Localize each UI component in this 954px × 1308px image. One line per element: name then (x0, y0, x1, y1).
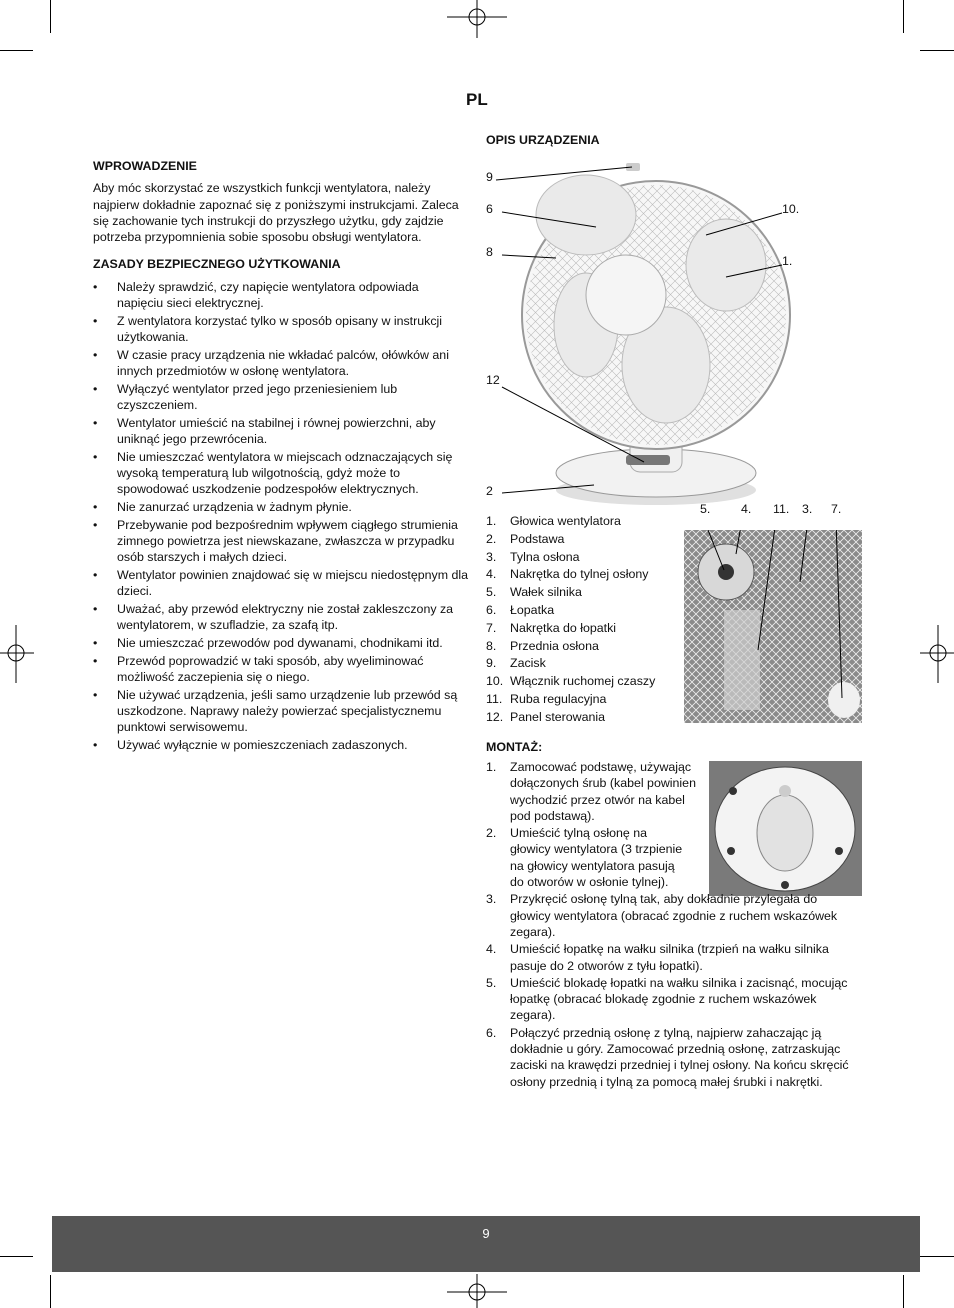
callout-label: 7. (831, 502, 842, 516)
list-item: 3. Przykręcić osłonę tylną tak, aby dokładnie przylegała do głowicy wentylatora (obracać zgodnie z ruchem wskazówek zegara). (486, 892, 838, 939)
crop-mark (0, 50, 33, 51)
parts-list (486, 513, 686, 727)
safety-item: • Nie używać urządzenia, jeśli samo urządzenie lub przewód są uszkodzone. Naprawy należy powierzać specjalistycznemu punktowi serwisowemu. (93, 687, 468, 736)
safety-item: • Nie umieszczać przewodów pod dywanami, chodnikami itd. (93, 635, 468, 651)
safety-item: • Przebywanie pod bezpośrednim wpływem ciągłego strumienia zimnego powietrza jest niewskazane, zwłaszcza w przypadku osób starszych i małych dzieci. (93, 517, 468, 566)
callout-label: 11. (773, 502, 790, 516)
crop-mark (50, 1275, 51, 1308)
registration-mark-top (447, 0, 507, 40)
safety-item: • Przewód poprowadzić w taki sposób, aby wyeliminować możliwość zaczepienia się o niego. (93, 653, 468, 686)
description-heading: OPIS URZĄDZENIA (486, 133, 600, 147)
safety-item: • Nie umieszczać wentylatora w miejscach odznaczających się wysoką temperaturą lub wilgotnością, gdyż może to spowodować uszkodzenie podzespołów elektrycznych. (93, 449, 468, 498)
list-item: 6. Połączyć przednią osłonę z tylną, najpierw zahaczając ją dokładnie u góry. Zamocować przednią osłonę, zatrzaskując zaciski na krawędzi przedniej i tylnej osłony. Na końcu skręcić osłony przednią i tylną za pomocą małej śrubki i nakrętki. (486, 1025, 849, 1089)
safety-item: • Z wentylatora korzystać tylko w sposób opisany w instrukcji użytkowania. (93, 313, 468, 346)
callout-label: 12 (486, 373, 500, 387)
safety-item: • Wyłączyć wentylator przed jego przeniesieniem lub czyszczeniem. (93, 381, 468, 414)
safety-item: • Należy sprawdzić, czy napięcie wentylatora odpowiada napięciu sieci elektrycznej. (93, 279, 468, 312)
safety-heading: ZASADY BEZPIECZNEGO UŻYTKOWANIA (93, 257, 341, 272)
intro-heading: WPROWADZENIE (93, 159, 197, 173)
registration-mark-right (920, 625, 954, 685)
list-item: 11. Ruba regulacyjna (486, 691, 607, 706)
intro-text: Aby móc skorzystać ze wszystkich funkcji wentylatora, należy najpierw dokładnie zapoznać się z poniższymi instrukcjami. Zaleca się zachowanie tych instrukcji do przyszłego użytku, gdy zajdzie potrzeba przypomnienia sobie sposobu obsługi wentylatora. (93, 181, 459, 245)
list-item: 12. Panel sterowania (486, 709, 606, 724)
safety-item: • Uważać, aby przewód elektryczny nie został zakleszczony za wentylatorem, w szufladzie, za szafą itp. (93, 601, 468, 634)
callout-label: 2 (486, 484, 493, 498)
crop-mark (50, 0, 51, 33)
callout-label: 8 (486, 245, 493, 259)
safety-item: • Wentylator powinien znajdować się w miejscu niedostępnym dla dzieci. (93, 567, 468, 600)
crop-mark (903, 0, 904, 33)
right-column (486, 132, 866, 154)
list-item: 4. Nakrętka do tylnej osłony (486, 567, 649, 582)
page-number: 9 (482, 1226, 490, 1241)
callout-label: 6 (486, 202, 493, 216)
callout-label: 9 (486, 170, 493, 184)
callout-label: 10. (782, 202, 800, 216)
language-label: PL (466, 90, 488, 109)
callout-label: 5. (700, 502, 711, 516)
safety-item: • W czasie pracy urządzenia nie wkładać palców, ołówków ani innych przedmiotów w osłonę wentylatora. (93, 347, 468, 380)
registration-mark-left (0, 625, 34, 685)
crop-mark (0, 1256, 33, 1257)
crop-mark (903, 1275, 904, 1308)
safety-item: • Nie zanurzać urządzenia w żadnym płynie. (93, 499, 468, 515)
list-item: 3. Tylna osłona (486, 549, 580, 564)
left-column (93, 158, 468, 755)
list-item: 10. Włącznik ruchomej czaszy (486, 674, 656, 689)
list-item: 9. Zacisk (486, 656, 546, 671)
assembly-steps (486, 759, 860, 1090)
list-item: 5. Wałek silnika (486, 585, 582, 600)
list-item: 2. Umieścić tylną osłonę na głowicy wentylatora (3 trzpienie na głowicy wentylatora pasują do otworów w osłonie tylnej). (486, 826, 683, 890)
footer-bar (52, 1216, 920, 1272)
safety-item: • Wentylator umieścić na stabilnej i równej powierzchni, aby uniknąć jego przewrócenia. (93, 415, 468, 448)
fan-parts-photo (684, 530, 862, 723)
list-item: 6. Łopatka (486, 602, 555, 617)
list-item: 1. Głowica wentylatora (486, 514, 621, 528)
callout-label: 3. (802, 502, 813, 516)
registration-mark-bottom (447, 1272, 507, 1308)
assembly-heading: MONTAŻ: (486, 740, 543, 754)
list-item: 7. Nakrętka do łopatki (486, 620, 617, 635)
list-item: 8. Przednia osłona (486, 638, 599, 653)
safety-list (93, 279, 468, 753)
list-item: 2. Podstawa (486, 531, 565, 546)
callout-label: 1. (782, 254, 793, 268)
crop-mark (920, 1256, 954, 1257)
crop-mark (920, 50, 954, 51)
safety-item: • Używać wyłącznie w pomieszczeniach zadaszonych. (93, 737, 468, 753)
list-item: 1. Zamocować podstawę, używając dołączonych śrub (kabel powinien wychodzić przez otwór na kabel pod podstawą). (486, 760, 696, 823)
list-item: 4. Umieścić łopatkę na wałku silnika (trzpień na wałku silnika pasuje do 2 otworów z tyłu łopatki). (486, 942, 829, 973)
callout-label: 4. (741, 502, 752, 516)
list-item: 5. Umieścić blokadę łopatki na wałku silnika i zacisnąć, mocując łopatkę (obracać blokadę zgodnie z ruchem wskazówek zegara). (486, 975, 848, 1023)
